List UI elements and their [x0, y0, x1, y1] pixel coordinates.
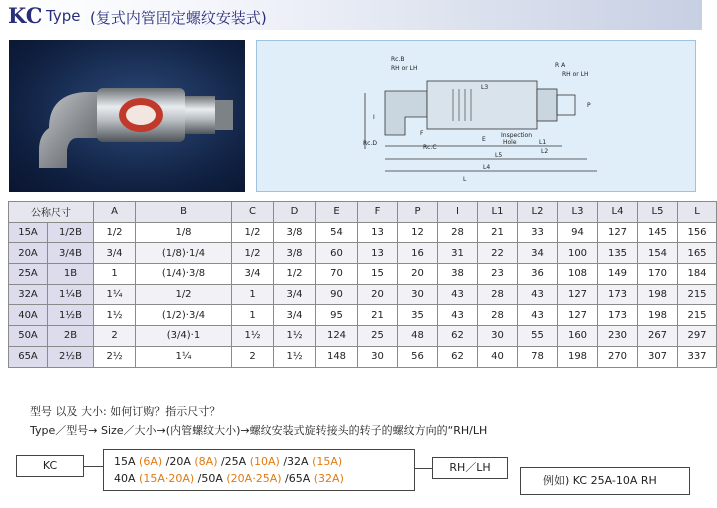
cell-e: 90	[316, 284, 358, 305]
size-mm: 25A	[9, 264, 48, 285]
cell-l4: 149	[598, 264, 638, 285]
table-row	[9, 264, 717, 285]
cell-p: 48	[398, 326, 438, 347]
cell-l1: 23	[478, 264, 518, 285]
table-row	[9, 326, 717, 347]
header-c: C	[232, 202, 274, 223]
label-r-a: R A	[555, 62, 566, 69]
size-mm: 50A	[9, 326, 48, 347]
header-a: A	[94, 202, 136, 223]
label-l4: L4	[483, 164, 491, 171]
header-l5: L5	[638, 202, 678, 223]
cell-l4: 127	[598, 222, 638, 243]
header-d: D	[274, 202, 316, 223]
label-l3: L3	[481, 84, 489, 91]
cell-e: 70	[316, 264, 358, 285]
cell-l1: 40	[478, 346, 518, 367]
cell-p: 16	[398, 243, 438, 264]
table-row	[9, 284, 717, 305]
label-rh-lh-left: RH or LH	[391, 65, 418, 72]
cell-f: 25	[358, 326, 398, 347]
cell-d: 3/4	[274, 284, 316, 305]
label-p: P	[587, 102, 591, 109]
cell-l3: 160	[558, 326, 598, 347]
cell-p: 12	[398, 222, 438, 243]
cell-f: 13	[358, 222, 398, 243]
table-row	[9, 222, 717, 243]
inner-size-text: (32A)	[313, 472, 344, 485]
cell-c: 1/2	[232, 222, 274, 243]
cell-l5: 198	[638, 284, 678, 305]
header-f: F	[358, 202, 398, 223]
cell-c: 1	[232, 284, 274, 305]
size-text: /50A	[194, 472, 227, 485]
inner-size-text: (8A)	[194, 455, 218, 468]
cell-b: 1/2	[136, 284, 232, 305]
model-type-label: Type	[46, 7, 81, 25]
cell-l1: 30	[478, 326, 518, 347]
size-options-line-1	[114, 453, 414, 470]
header-l: L	[678, 202, 717, 223]
size-inch: 1/2B	[48, 222, 94, 243]
cell-l4: 230	[598, 326, 638, 347]
header-l4: L4	[598, 202, 638, 223]
size-text: /65A	[281, 472, 314, 485]
cell-l2: 43	[518, 284, 558, 305]
label-i: I	[373, 114, 375, 121]
cell-a: 1½	[94, 305, 136, 326]
cell-a: 1/2	[94, 222, 136, 243]
header-b: B	[136, 202, 232, 223]
cell-f: 30	[358, 346, 398, 367]
size-options-line-2	[114, 470, 414, 487]
table-row	[9, 305, 717, 326]
cell-d: 3/8	[274, 243, 316, 264]
cell-d: 1/2	[274, 264, 316, 285]
cell-l4: 173	[598, 284, 638, 305]
cell-i: 62	[438, 346, 478, 367]
cell-l: 165	[678, 243, 717, 264]
cell-l4: 270	[598, 346, 638, 367]
cell-c: 1/2	[232, 243, 274, 264]
cell-d: 3/8	[274, 222, 316, 243]
connector-line	[84, 466, 103, 467]
cell-a: 1	[94, 264, 136, 285]
cell-d: 1½	[274, 346, 316, 367]
cell-i: 28	[438, 222, 478, 243]
cell-l1: 28	[478, 305, 518, 326]
model-brand: KC	[8, 3, 43, 28]
cell-l: 215	[678, 284, 717, 305]
cell-l3: 127	[558, 284, 598, 305]
label-rh-lh-right: RH or LH	[562, 71, 589, 78]
table-header-row	[9, 202, 717, 223]
size-mm: 15A	[9, 222, 48, 243]
cell-i: 43	[438, 284, 478, 305]
label-hole: Hole	[503, 139, 517, 146]
cell-f: 15	[358, 264, 398, 285]
cell-l5: 145	[638, 222, 678, 243]
size-mm: 40A	[9, 305, 48, 326]
cell-b: (3/4)·1	[136, 326, 232, 347]
cell-l: 184	[678, 264, 717, 285]
header-p: P	[398, 202, 438, 223]
header-l3: L3	[558, 202, 598, 223]
size-options-box	[103, 449, 415, 491]
cell-l2: 78	[518, 346, 558, 367]
cell-f: 20	[358, 284, 398, 305]
cell-l4: 135	[598, 243, 638, 264]
label-e: E	[482, 136, 486, 143]
cell-p: 35	[398, 305, 438, 326]
cross-section-diagram	[257, 41, 697, 193]
inner-size-text: (15A·20A)	[139, 472, 195, 485]
cell-l5: 170	[638, 264, 678, 285]
label-f: F	[420, 130, 424, 137]
dimension-drawing	[256, 40, 696, 192]
inner-size-text: (20A·25A)	[226, 472, 282, 485]
cell-l5: 198	[638, 305, 678, 326]
inner-size-text: (15A)	[312, 455, 343, 468]
header-l2: L2	[518, 202, 558, 223]
cell-d: 1½	[274, 326, 316, 347]
cell-l2: 33	[518, 222, 558, 243]
cell-e: 124	[316, 326, 358, 347]
header-e: E	[316, 202, 358, 223]
cell-l3: 108	[558, 264, 598, 285]
cell-l5: 267	[638, 326, 678, 347]
size-inch: 1¼B	[48, 284, 94, 305]
connector-line	[415, 468, 432, 469]
product-photo	[9, 40, 245, 192]
cell-l1: 28	[478, 284, 518, 305]
cell-l3: 198	[558, 346, 598, 367]
cell-f: 13	[358, 243, 398, 264]
label-rc-c: Rc.C	[423, 144, 437, 151]
cell-e: 60	[316, 243, 358, 264]
cell-e: 148	[316, 346, 358, 367]
cell-l: 156	[678, 222, 717, 243]
cell-c: 3/4	[232, 264, 274, 285]
cell-a: 1¼	[94, 284, 136, 305]
size-text: 15A	[114, 455, 140, 468]
cell-c: 1	[232, 305, 274, 326]
thread-direction-box: RH／LH	[432, 457, 508, 479]
order-instruction: Type／型号→ Size／大小→(内管螺纹大小)→螺纹安装式旋转接头的转子的螺纹方向的“RH/LH	[30, 424, 488, 437]
cell-l2: 55	[518, 326, 558, 347]
inner-size-text: (6A)	[139, 455, 163, 468]
cell-l3: 100	[558, 243, 598, 264]
order-example-box: 例如) KC 25A-10A RH	[520, 467, 690, 495]
size-inch: 2½B	[48, 346, 94, 367]
cell-p: 30	[398, 284, 438, 305]
size-mm: 65A	[9, 346, 48, 367]
cell-i: 62	[438, 326, 478, 347]
cell-c: 2	[232, 346, 274, 367]
cell-p: 20	[398, 264, 438, 285]
cell-b: (1/8)·1/4	[136, 243, 232, 264]
label-rc-d: Rc.D	[363, 140, 377, 147]
cell-e: 54	[316, 222, 358, 243]
label-l5: L5	[495, 152, 503, 159]
cell-i: 38	[438, 264, 478, 285]
cell-l1: 21	[478, 222, 518, 243]
cell-i: 43	[438, 305, 478, 326]
size-inch: 2B	[48, 326, 94, 347]
size-inch: 1½B	[48, 305, 94, 326]
cell-a: 2	[94, 326, 136, 347]
cell-b: 1/8	[136, 222, 232, 243]
label-l1: L1	[539, 139, 547, 146]
cell-l3: 127	[558, 305, 598, 326]
model-code-box: KC	[16, 455, 84, 477]
inner-size-text: (10A)	[249, 455, 280, 468]
cell-i: 31	[438, 243, 478, 264]
cell-b: (1/2)·3/4	[136, 305, 232, 326]
table-row	[9, 243, 717, 264]
size-text: /32A	[279, 455, 313, 468]
cell-d: 3/4	[274, 305, 316, 326]
cell-l: 297	[678, 326, 717, 347]
cell-l2: 36	[518, 264, 558, 285]
label-inspection: Inspection	[501, 132, 532, 139]
cell-b: 1¼	[136, 346, 232, 367]
cell-l3: 94	[558, 222, 598, 243]
rotary-joint-image	[9, 40, 245, 192]
dimension-table	[8, 201, 717, 368]
size-text: 40A	[114, 472, 140, 485]
cell-a: 3/4	[94, 243, 136, 264]
cell-l4: 173	[598, 305, 638, 326]
label-l: L	[463, 176, 467, 183]
cell-c: 1½	[232, 326, 274, 347]
cell-e: 95	[316, 305, 358, 326]
cell-l: 337	[678, 346, 717, 367]
table-row	[9, 346, 717, 367]
cell-p: 56	[398, 346, 438, 367]
cell-l2: 43	[518, 305, 558, 326]
header-nominal-size: 公称尺寸	[9, 202, 94, 223]
page-header	[0, 0, 702, 30]
cell-l: 215	[678, 305, 717, 326]
size-text: /20A	[162, 455, 195, 468]
cell-a: 2½	[94, 346, 136, 367]
label-l2: L2	[541, 148, 549, 155]
header-i: I	[438, 202, 478, 223]
cell-l5: 154	[638, 243, 678, 264]
order-question: 型号 以及 大小: 如何订购？指示尺寸？	[30, 405, 221, 418]
size-mm: 20A	[9, 243, 48, 264]
cell-f: 21	[358, 305, 398, 326]
size-text: /25A	[217, 455, 250, 468]
cell-l5: 307	[638, 346, 678, 367]
label-rc-b: Rc.B	[391, 56, 405, 63]
cell-l2: 34	[518, 243, 558, 264]
size-mm: 32A	[9, 284, 48, 305]
size-inch: 1B	[48, 264, 94, 285]
cell-l1: 22	[478, 243, 518, 264]
size-inch: 3/4B	[48, 243, 94, 264]
cell-b: (1/4)·3/8	[136, 264, 232, 285]
model-subtitle: (复式内管固定螺纹安装式)	[90, 9, 267, 27]
header-l1: L1	[478, 202, 518, 223]
